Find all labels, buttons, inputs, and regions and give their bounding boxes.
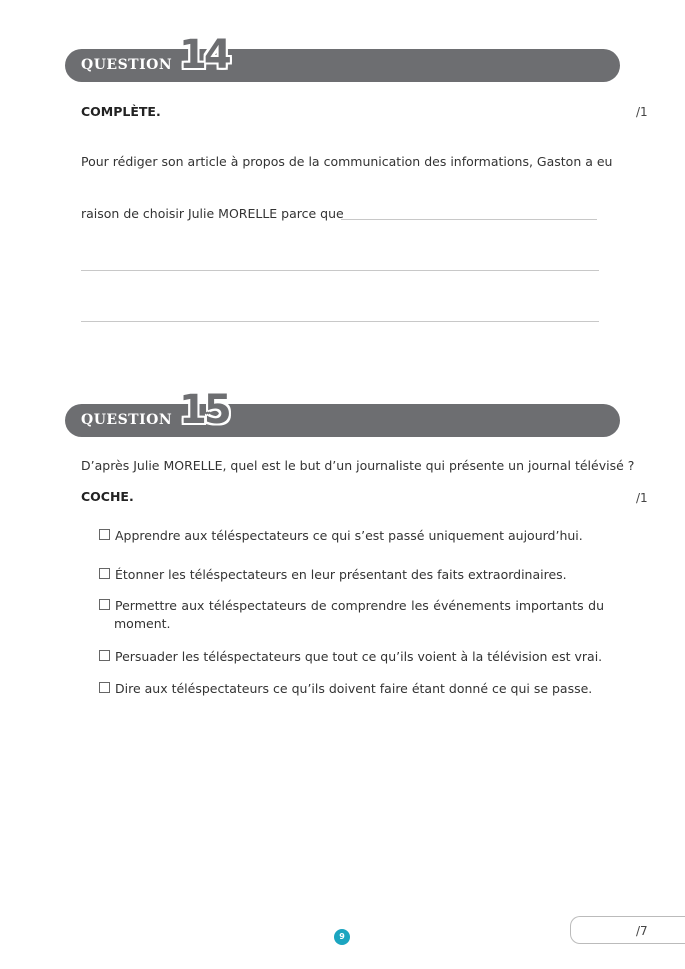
option-label: moment. <box>114 616 171 631</box>
option-label: Étonner les téléspectateurs en leur présentant des faits extraordinaires. <box>115 567 567 582</box>
question-label: QUESTION <box>81 57 173 73</box>
question-number: 15 <box>179 387 229 433</box>
q14-sentence-line1: Pour rédiger son article à propos de la communication des informations, Gaston a eu <box>81 154 613 169</box>
option-label: Permettre aux téléspectateurs de comprendre les événements importants du <box>115 598 604 613</box>
page-number-badge: 9 <box>334 929 350 945</box>
total-score: /7 <box>636 924 648 938</box>
option-5[interactable] <box>99 680 604 698</box>
q15-score: /1 <box>636 491 648 505</box>
option-3-continued <box>99 615 619 633</box>
question-number: 14 <box>179 32 229 78</box>
answer-line-1[interactable] <box>341 219 597 220</box>
answer-line-2[interactable] <box>81 270 599 271</box>
checkbox[interactable] <box>99 568 110 579</box>
q14-score: /1 <box>636 105 648 119</box>
option-1[interactable] <box>99 527 604 545</box>
question-14-header <box>65 32 620 82</box>
q15-prompt: D’après Julie MORELLE, quel est le but d’un journaliste qui présente un journal télévisé ? <box>81 458 635 473</box>
total-score-box <box>570 916 685 944</box>
checkbox[interactable] <box>99 599 110 610</box>
option-label: Persuader les téléspectateurs que tout ce qu’ils voient à la télévision est vrai. <box>115 649 603 664</box>
answer-line-3[interactable] <box>81 321 599 322</box>
question-15-header <box>65 387 620 437</box>
q14-sentence-line2: raison de choisir Julie MORELLE parce que <box>81 206 344 221</box>
option-label: Dire aux téléspectateurs ce qu’ils doivent faire étant donné ce qui se passe. <box>115 681 593 696</box>
question-label: QUESTION <box>81 412 173 428</box>
checkbox[interactable] <box>99 529 110 540</box>
q15-instruction: COCHE. <box>81 489 134 504</box>
option-2[interactable] <box>99 566 604 584</box>
option-4[interactable] <box>99 648 604 666</box>
option-3[interactable] <box>99 597 604 615</box>
option-label: Apprendre aux téléspectateurs ce qui s’est passé uniquement aujourd’hui. <box>115 528 583 543</box>
q14-instruction: COMPLÈTE. <box>81 104 161 119</box>
checkbox[interactable] <box>99 682 110 693</box>
checkbox[interactable] <box>99 650 110 661</box>
